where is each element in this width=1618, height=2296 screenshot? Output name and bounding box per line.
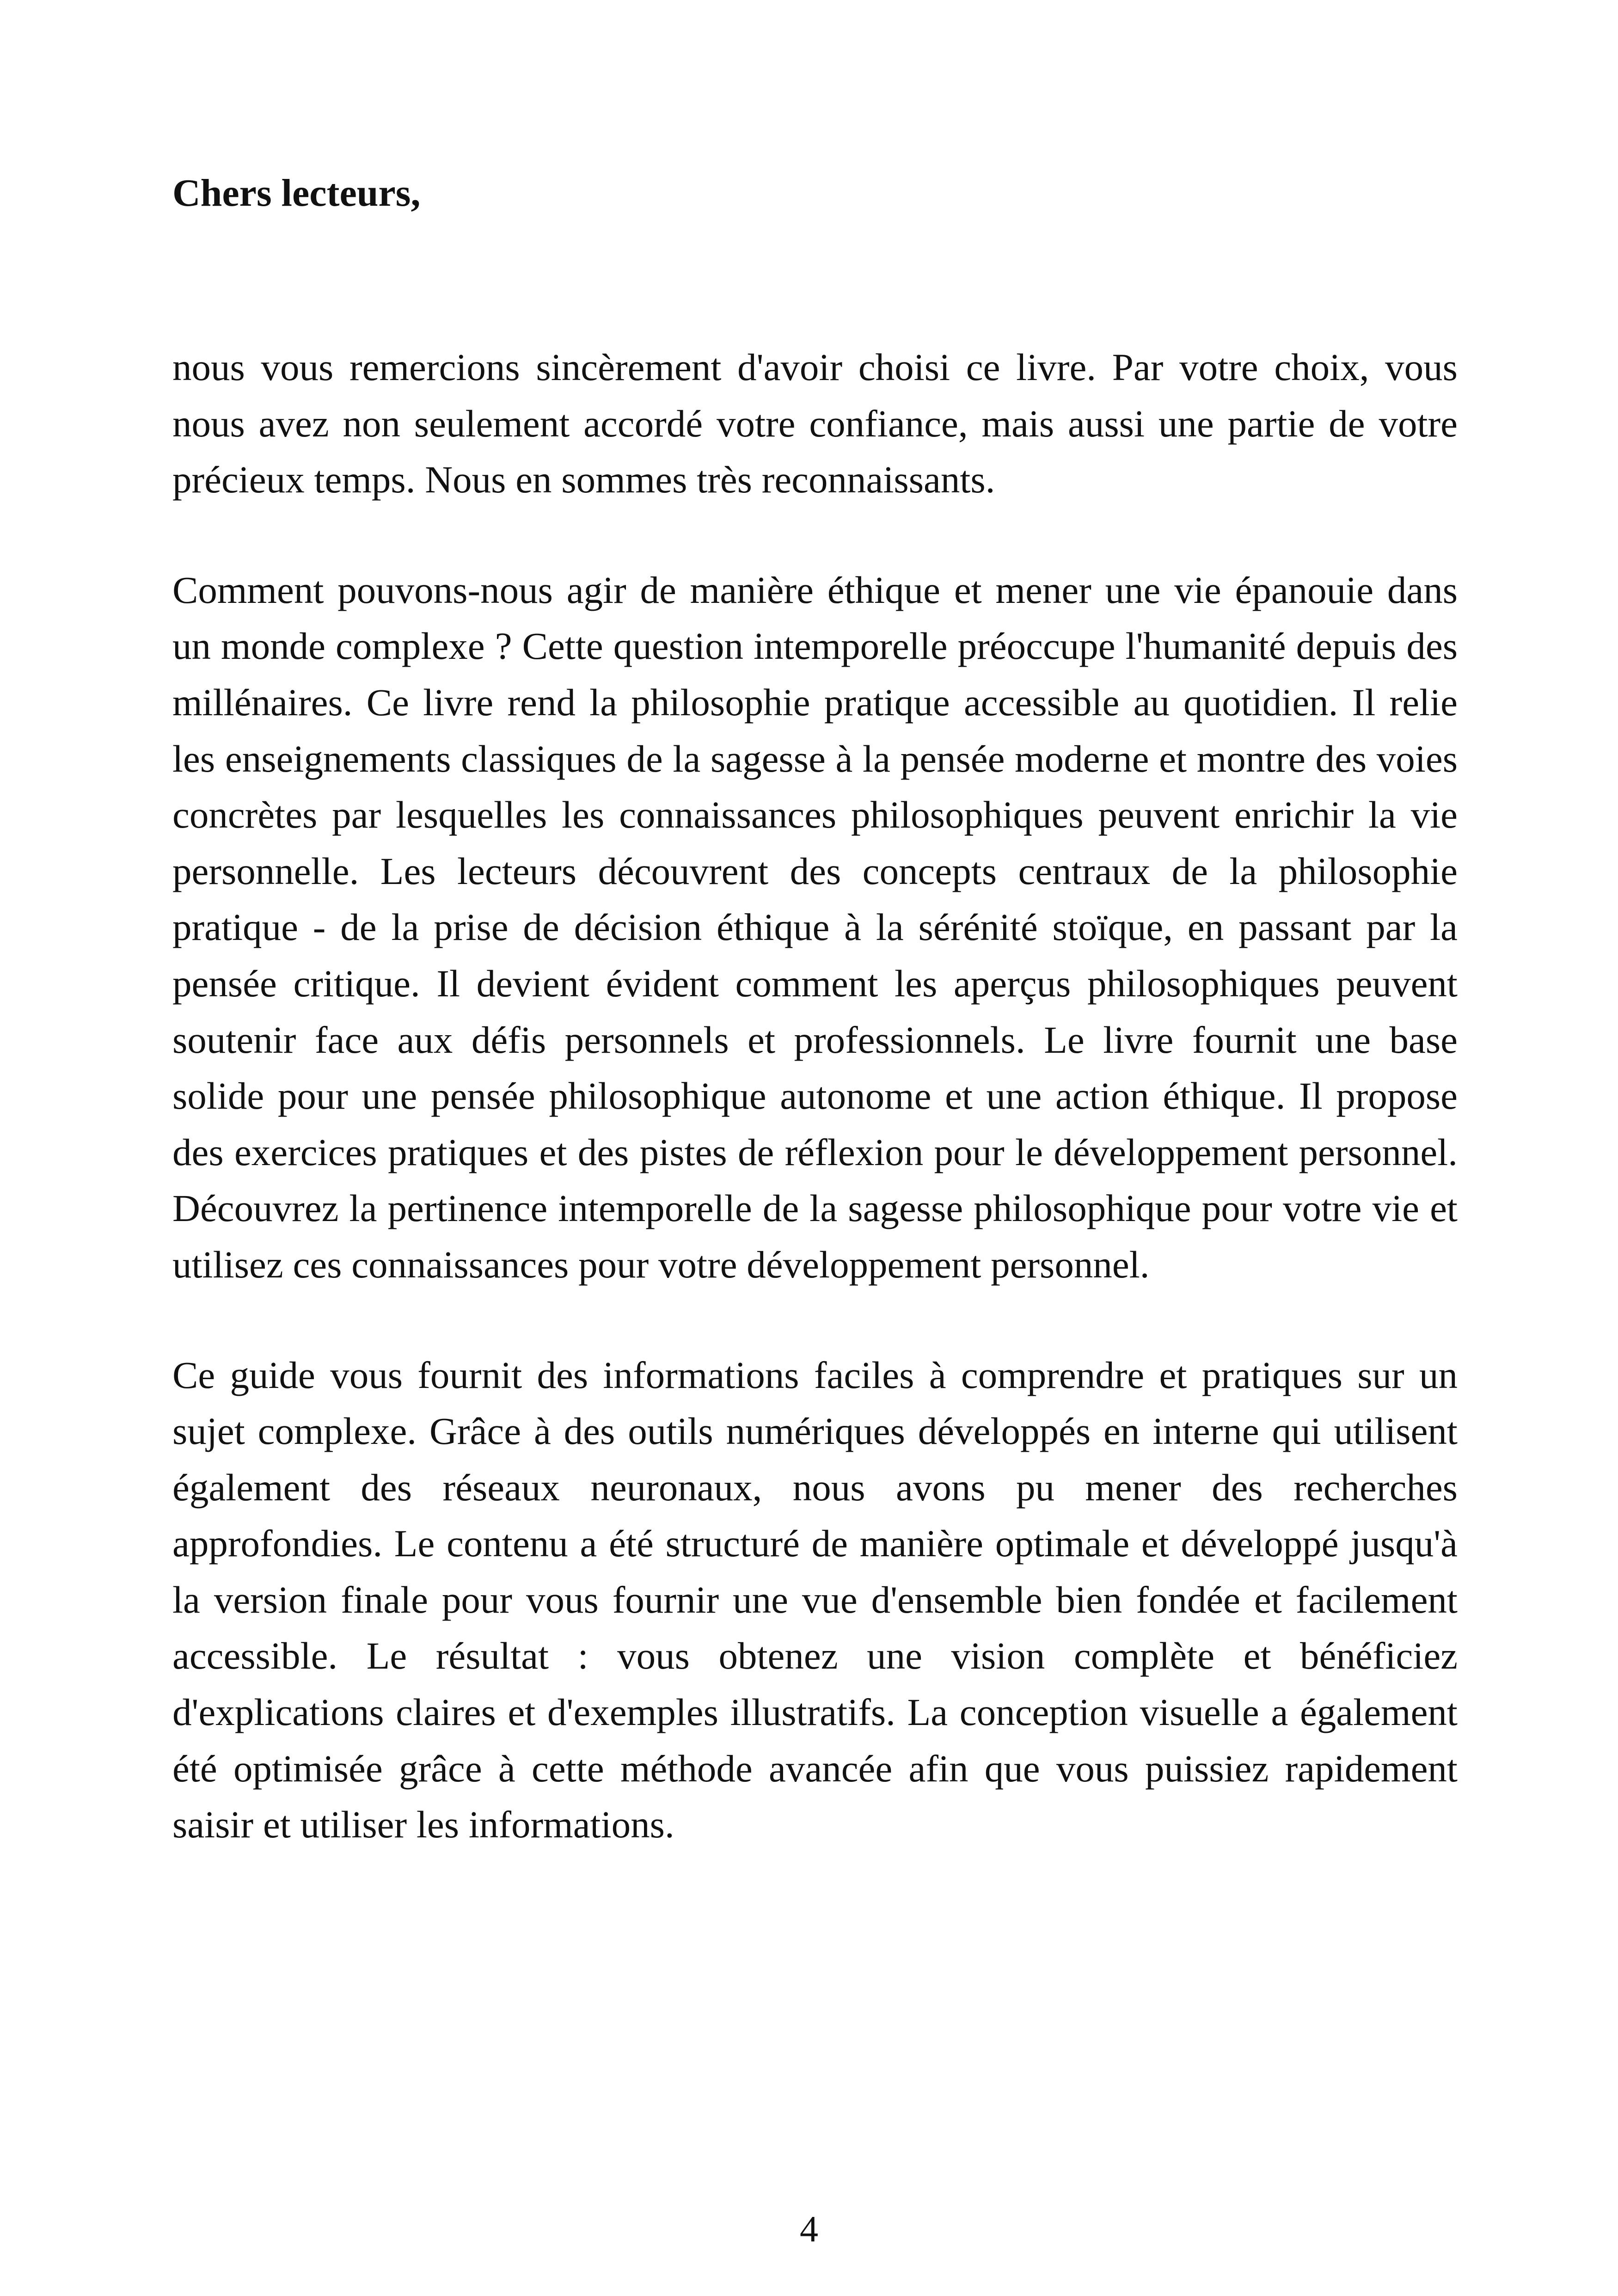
paragraph-thanks: nous vous remercions sincèrement d'avoir choisi ce livre. Par votre choix, vous nous avez non seulement accordé votre confiance, mais aussi une partie de votre précieux temps. Nous en sommes très reconnaissants. xyxy=(172,346,1458,501)
paragraph-guide-method: Ce guide vous fournit des informations faciles à comprendre et pratiques sur un sujet complexe. Grâce à des outils numériques développés en interne qui utilisent également des réseaux neuronaux, nous avons pu mener des recherches approfondies. Le contenu a été structuré de manière optimale et développé jusqu'à la version finale pour vous fournir une vue d'ensemble bien fondée et facilement accessible. Le résultat : vous obtenez une vision complète et bénéficiez d'explications claires et d'exemples illustratifs. La conception visuelle a également été optimisée grâce à cette méthode avancée afin que vous puissiez rapidement saisir et utiliser les informations. xyxy=(172,1353,1458,1846)
greeting-heading: Chers lecteurs, xyxy=(172,172,421,215)
body-text xyxy=(172,339,1458,1907)
page-number: 4 xyxy=(800,2209,818,2250)
paragraph-book-description: Comment pouvons-nous agir de manière éthique et mener une vie épanouie dans un monde complexe ? Cette question intemporelle préoccupe l'humanité depuis des millénaires. Ce livre rend la philosophie pratique accessible au quotidien. Il relie les enseignements classiques de la sagesse à la pensée moderne et montre des voies concrètes par lesquelles les connaissances philosophiques peuvent enrichir la vie personnelle. Les lecteurs découvrent des concepts centraux de la philosophie pratique - de la prise de décision éthique à la sérénité stoïque, en passant par la pensée critique. Il devient évident comment les aperçus philosophiques peuvent soutenir face aux défis personnels et professionnels. Le livre fournit une base solide pour une pensée philosophique autonome et une action éthique. Il propose des exercices pratiques et des pistes de réflexion pour le développement personnel. Découvrez la pertinence intemporelle de la sagesse philosophique pour votre vie et utilisez ces connaissances pour votre développement personnel. xyxy=(172,568,1458,1286)
